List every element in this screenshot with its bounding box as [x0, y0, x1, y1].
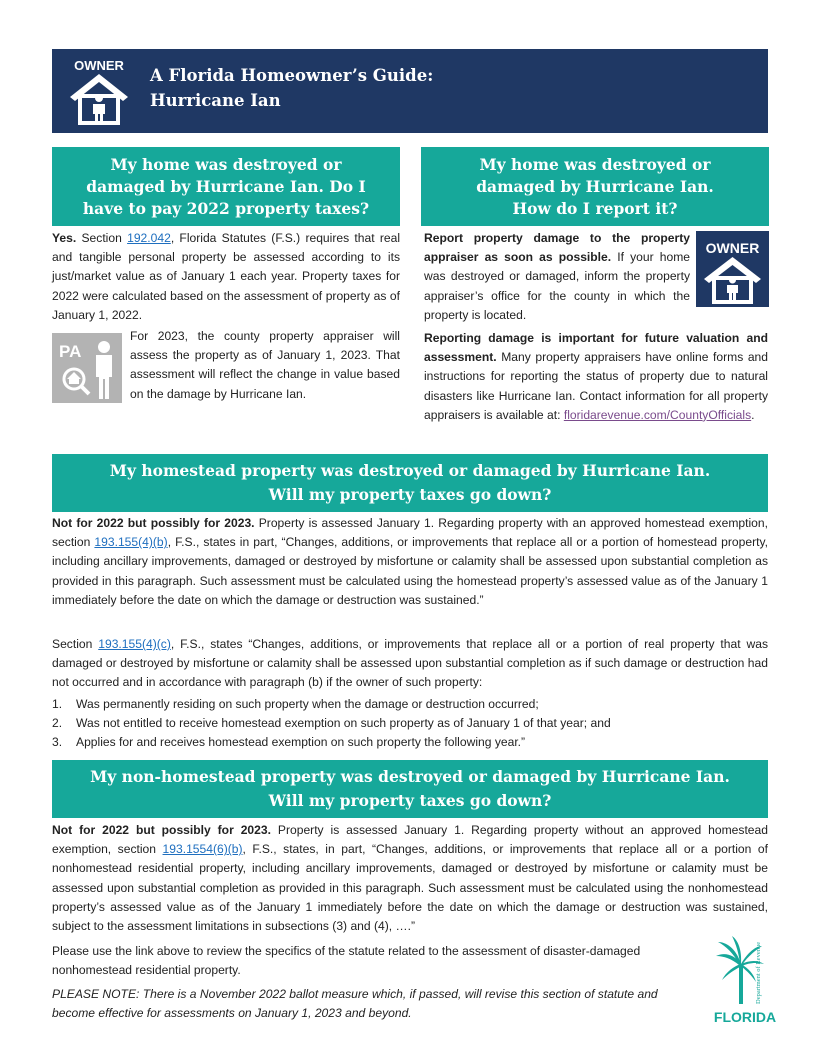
- county-officials-link[interactable]: floridarevenue.com/CountyOfficials: [563, 407, 752, 422]
- svg-text:PA: PA: [59, 342, 82, 361]
- list-item: 1. Was permanently residing on such property when the damage or destruction occurred;: [52, 697, 539, 711]
- section1-heading: My home was destroyed or damaged by Hurricane Ian. Do I have to pay 2022 property taxes?: [52, 147, 400, 226]
- statute-link-193-155-4b[interactable]: 193.155(4)(b): [94, 535, 168, 550]
- section2-heading: My home was destroyed or damaged by Hurricane Ian. How do I report it?: [421, 147, 769, 226]
- section4-heading: My non-homestead property was destroyed or damaged by Hurricane Ian. Will my property taxes go down?: [52, 760, 768, 818]
- list-item: 2. Was not entitled to receive homestead exemption on such property as of January 1 of that year; and: [52, 716, 611, 731]
- header-banner: [52, 49, 768, 133]
- statute-link-193-1554-6b[interactable]: 193.1554(6)(b): [162, 842, 243, 857]
- section4-paragraph2: Please use the link above to review the specifics of the statute related to the assessment of disaster-damaged nonhomestead residential property.: [52, 944, 641, 978]
- florida-revenue-logo: [712, 934, 778, 1026]
- svg-text:Department of Revenue: Department of Revenue: [755, 941, 762, 1004]
- section3-paragraph1: Not for 2022 but possibly for 2023. Property is assessed January 1. Regarding property with an approved homestead exemption, section 193.155(4)(b), F.S., states in part, “Changes, additions, or improvements that replace all or a portion of homestead property, including ancillary improvements, damaged or destroyed by misfortune or calamity shall be assessed upon substantial completion as provided in this paragraph. Such assessment must be calculated using the homestead property’s assessed value as of the January 1 immediately before the date on which the damage or destruction was sustained.”: [52, 516, 768, 607]
- section1-paragraph1: Yes. Section 192.042, Florida Statutes (F.S.) requires that real and tangible personal property be assessed according to its just/market value as of January 1 each year. Property taxes for 2022 were calculated based on the assessment of property as of January 1, 2022.: [52, 231, 401, 322]
- section1-paragraph2: For 2023, the county property appraiser will assess the property as of January 1, 2023. That assessment will reflect the change in value based on the damage by Hurricane Ian.: [130, 329, 400, 401]
- svg-text:OWNER: OWNER: [74, 58, 124, 73]
- owner-house-icon: [696, 231, 769, 307]
- conditions-list: [52, 695, 768, 753]
- statute-link-193-155-4c[interactable]: 193.155(4)(c): [98, 637, 171, 651]
- owner-house-icon: [66, 57, 132, 125]
- statute-link-192-042[interactable]: 192.042: [127, 231, 171, 245]
- svg-text:FLORIDA: FLORIDA: [713, 1009, 777, 1025]
- section3-heading: My homestead property was destroyed or damaged by Hurricane Ian. Will my property taxes go down?: [52, 454, 768, 512]
- page-title: A Florida Homeowner’s Guide: Hurricane Ian: [150, 66, 434, 110]
- section2-paragraph2: Reporting damage is important for future valuation and assessment. Many property appraisers have online forms and instructions for reporting the status of property due to natural disasters like Hurricane Ian. Contact information for all property appraisers is available at: floridarevenue.com/CountyOfficials.: [424, 331, 768, 422]
- property-appraiser-icon: [52, 333, 122, 403]
- section3-paragraph2: Section 193.155(4)(c), F.S., states “Changes, additions, or improvements that replace all or a portion of real property that was damaged or destroyed by misfortune or calamity shall be assessed upon substantial completion as if such damage or destruction had not occurred and in accordance with paragraph (b) if the owner of such property:: [52, 637, 768, 690]
- list-item: 3. Applies for and receives homestead exemption on such property the following year.”: [52, 735, 526, 750]
- svg-text:OWNER: OWNER: [705, 240, 760, 256]
- ballot-measure-note: PLEASE NOTE: There is a November 2022 ballot measure which, if passed, will revise this section of statute and become effective for assessments on January 1, 2023 and beyond.: [52, 987, 658, 1021]
- section4-paragraph1: Not for 2022 but possibly for 2023. Property is assessed January 1. Regarding property without an approved homestead exemption, section 193.1554(6)(b), F.S., states, in part, “Changes, additions, or improvements that replace all or a portion of nonhomestead residential property, including ancillary improvements, damaged or destroyed by misfortune or calamity must be assessed upon substantial completion as provided in this paragraph. Such assessment must be calculated using the nonhomestead property’s assessed value as of the January 1 immediately before the date on which the damage or destruction was sustained, subject to the assessment limitations in subsections (3) and (4), ….”: [52, 823, 768, 934]
- section2-paragraph1: Report property damage to the property appraiser as soon as possible. If your home was destroyed or damaged, inform the property appraiser’s office for the county in which the property is located.: [424, 231, 690, 322]
